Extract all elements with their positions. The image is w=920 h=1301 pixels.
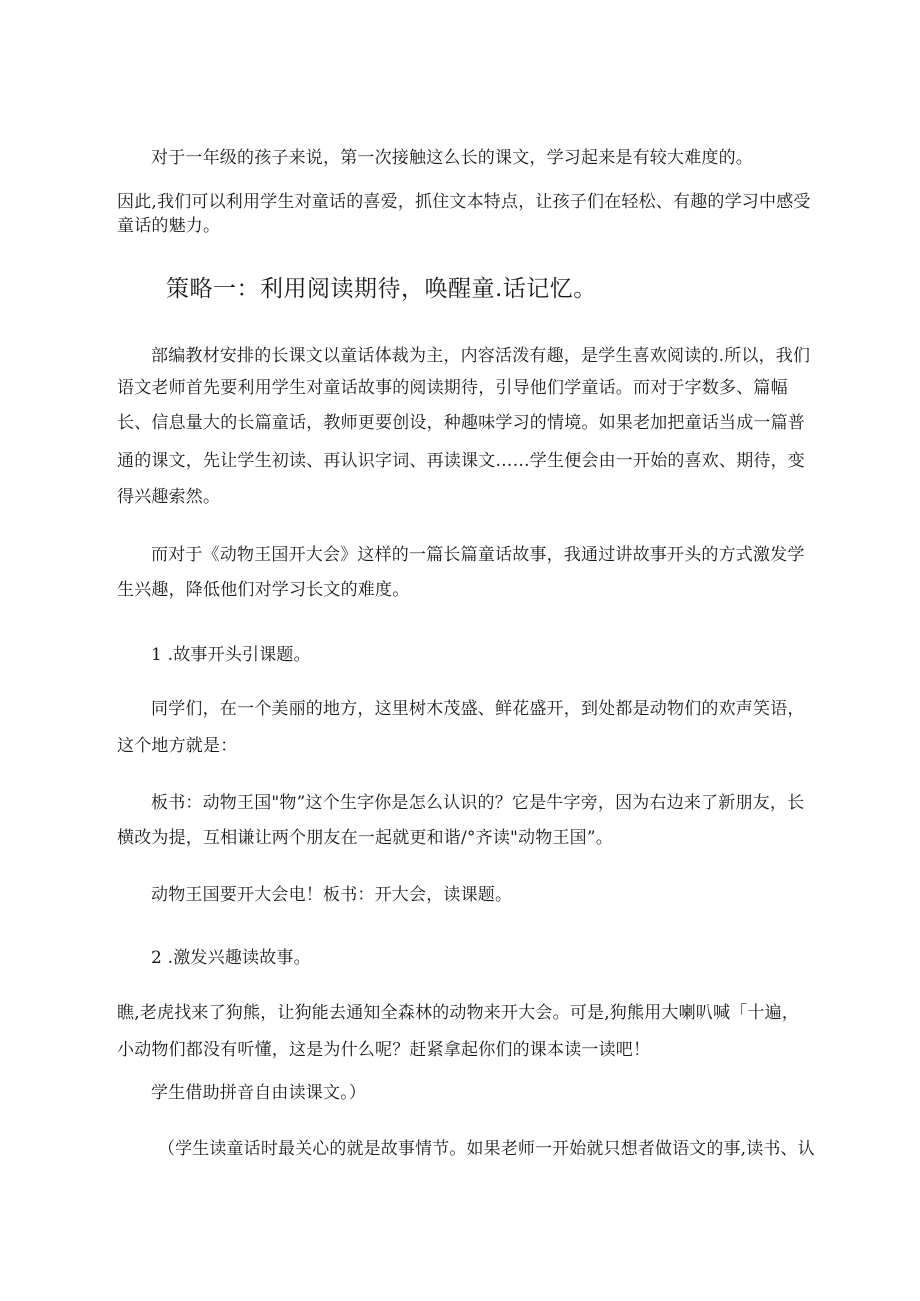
- paragraph-8-line-2: 小动物们都没有听懂，这是为什么呢？赶紧拿起你们的课本读一读吧！: [117, 1040, 651, 1060]
- paragraph-2-line-2: 童话的魅力。: [117, 216, 221, 236]
- paragraph-3-line-3: 长、信息量大的长篇童话，教师更要创设，种趣味学习的情境。如果老加把童话当成一篇普: [117, 413, 805, 433]
- paragraph-10-line-1: （学生读童话时最关心的就是故事情节。如果老师一开始就只想者做语文的事,读书、认: [158, 1138, 815, 1158]
- paragraph-3-line-5: 得兴趣索然。: [117, 487, 221, 507]
- list-item-2: 2 .激发兴趣读故事。: [151, 948, 311, 968]
- paragraph-1-line-1: 对于一年级的孩子来说，第一次接触这么长的课文，学习起来是有较大难度的。: [151, 148, 753, 168]
- paragraph-3-line-4: 通的课文，先让学生初读、再认识字词、再读课文……学生便会由一开始的喜欢、期待，变: [117, 451, 805, 471]
- paragraph-4-line-2: 生兴趣，降低他们对学习长文的难度。: [117, 580, 410, 600]
- strategy-heading: 策略一：利用阅读期待，唤醒童.话记忆。: [166, 276, 597, 302]
- paragraph-2-line-1: 因此,我们可以利用学生对童话的喜爱，抓住文本特点，让孩子们在轻松、有趣的学习中感受: [117, 192, 811, 212]
- paragraph-6-line-2: 横改为提，互相谦让两个朋友在一起就更和谐/°齐读"动物王国”。: [117, 828, 613, 848]
- paragraph-5-line-2: 这个地方就是：: [117, 736, 238, 756]
- paragraph-3-line-2: 语文老师首先要利用学生对童话故事的阅读期待，引导他们学童话。而对于字数多、篇幅: [117, 378, 788, 398]
- paragraph-5-line-1: 同学们，在一个美丽的地方，这里树木茂盛、鲜花盛开，到处都是动物们的欢声笑语，: [151, 699, 805, 719]
- list-item-1: 1 .故事开头引课题。: [151, 645, 311, 665]
- paragraph-7-line-1: 动物王国要开大会电！板书：开大会，读课题。: [151, 885, 513, 905]
- paragraph-3-line-1: 部编教材安排的长课文以童话体裁为主，内容活泼有趣，是学生喜欢阅读的.所以，我们: [151, 346, 811, 366]
- paragraph-4-line-1: 而对于《动物王国开大会》这样的一篇长篇童话故事，我通过讲故事开头的方式激发学: [151, 545, 805, 565]
- paragraph-8-line-1: 瞧,老虎找来了狗熊，让狗能去通知全森林的动物来开大会。可是,狗熊用大喇叭喊「十遍，: [117, 1003, 800, 1023]
- paragraph-6-line-1: 板书：动物王国"物”这个生字你是怎么认识的？它是牛字旁，因为右边来了新朋友，长: [151, 793, 805, 813]
- paragraph-9-line-1: 学生借助拼音自由读课文。）: [151, 1083, 367, 1103]
